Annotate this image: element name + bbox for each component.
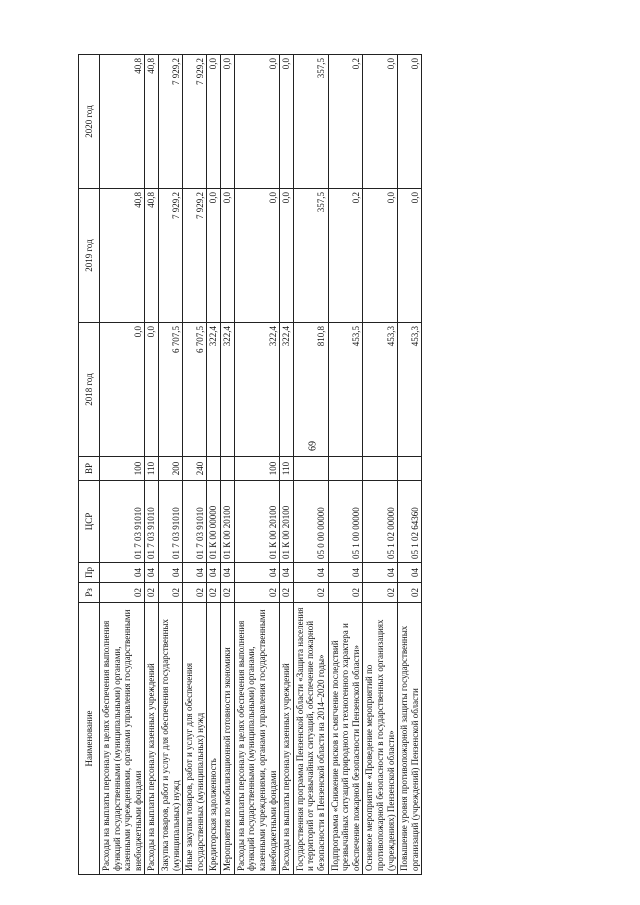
row-rz: 02 [221,583,235,603]
row-2018: 6 707,5 [159,323,183,457]
header-2019: 2019 год [79,189,100,323]
table-header-row [79,55,100,875]
row-2019: 0,0 [207,189,221,323]
row-2019: 7 929,2 [159,189,183,323]
row-rz: 02 [398,583,422,603]
row-pr: 04 [328,563,363,583]
row-pr: 04 [100,563,145,583]
table-row [234,55,279,875]
row-csr: 05 1 02 00000 [363,481,398,563]
row-2018: 453,5 [328,323,363,457]
row-2020: 0,2 [328,55,363,189]
row-csr: 01 7 03 91010 [159,481,183,563]
row-rz: 02 [293,583,328,603]
row-csr: 01 К 00 20100 [234,481,279,563]
row-vr: 240 [183,457,207,481]
row-rz: 02 [363,583,398,603]
row-2018: 453,3 [398,323,422,457]
row-rz: 02 [145,583,159,603]
row-rz: 02 [100,583,145,603]
row-vr: 100 [100,457,145,481]
row-vr [207,457,221,481]
row-2020: 0,0 [363,55,398,189]
row-2018: 810,8 [293,323,328,457]
row-pr: 04 [145,563,159,583]
row-name: Иные закупки товаров, работ и услуг для обеспечения государственных (муниципальных) нужд [183,603,207,875]
row-2020: 40,8 [145,55,159,189]
header-pr: Пр [79,563,100,583]
row-csr: 01 К 00 20100 [280,481,294,563]
table-row [145,55,159,875]
row-csr: 01 7 03 91010 [183,481,207,563]
row-csr: 05 0 00 00000 [293,481,328,563]
row-csr: 05 1 02 64360 [398,481,422,563]
row-2020: 0,0 [234,55,279,189]
page-number: 69 [307,441,319,451]
row-2019: 0,0 [234,189,279,323]
row-2020: 357,5 [293,55,328,189]
row-2020: 40,8 [100,55,145,189]
row-2018: 0,0 [100,323,145,457]
header-2018: 2018 год [79,323,100,457]
row-name: Расходы на выплаты персоналу казенных учреждений [280,603,294,875]
row-2020: 0,0 [398,55,422,189]
row-2019: 7 929,2 [183,189,207,323]
row-pr: 04 [207,563,221,583]
header-csr: ЦСР [79,481,100,563]
table-row [293,55,328,875]
row-rz: 02 [183,583,207,603]
row-2018: 322,4 [280,323,294,457]
row-2019: 0,0 [363,189,398,323]
row-name: Повышение уровня противопожарной защиты государственных организаций (учреждений) Пензенской области [398,603,422,875]
row-2019: 40,8 [145,189,159,323]
row-2018: 322,4 [207,323,221,457]
row-pr: 04 [363,563,398,583]
row-vr [398,457,422,481]
row-pr: 04 [159,563,183,583]
row-name: Закупка товаров, работ и услуг для обеспечения государственных (муниципальных) нужд [159,603,183,875]
row-name: Подпрограмма «Снижение рисков и смягчение последствий чрезвычайных ситуаций природного и техногенного характера и обеспечение пожарной безопасности Пензенской области» [328,603,363,875]
row-2020: 0,0 [221,55,235,189]
table-row [100,55,145,875]
table-row [363,55,398,875]
table-row [328,55,363,875]
row-2020: 7 929,2 [159,55,183,189]
row-pr: 04 [221,563,235,583]
row-csr: 01 7 03 91010 [100,481,145,563]
row-pr: 04 [293,563,328,583]
row-2018: 0,0 [145,323,159,457]
row-name: Расходы на выплаты персоналу в целях обеспечения выполнения функций государственными (муниципальными) органами, казенными учреждениями, органами управления государственными внебюджетными фондами [100,603,145,875]
row-csr: 01 7 03 91010 [145,481,159,563]
table-row [398,55,422,875]
table-row [159,55,183,875]
row-name: Основное мероприятие «Проведение мероприятий по противопожарной безопасности в государственных организациях (учреждениях) Пензенской области» [363,603,398,875]
row-2018: 453,3 [363,323,398,457]
budget-table-rotated [78,55,638,875]
row-2020: 7 929,2 [183,55,207,189]
header-name: Наименование [79,603,100,875]
row-name: Государственная программа Пензенской области «Защита населения и территорий от чрезвычайных ситуаций, обеспечение пожарной безопасности в Пензенской области на 2014–2020 годы» [293,603,328,875]
row-pr: 04 [398,563,422,583]
row-name: Кредиторская задолженность [207,603,221,875]
row-pr: 04 [280,563,294,583]
row-csr: 05 1 00 00000 [328,481,363,563]
row-vr: 100 [234,457,279,481]
row-rz: 02 [159,583,183,603]
row-pr: 04 [234,563,279,583]
row-vr [328,457,363,481]
row-rz: 02 [234,583,279,603]
row-csr: 01 К 00 20100 [221,481,235,563]
header-vr: ВР [79,457,100,481]
row-2020: 0,0 [280,55,294,189]
row-rz: 02 [280,583,294,603]
row-2019: 0,2 [328,189,363,323]
row-pr: 04 [183,563,207,583]
table-row [183,55,207,875]
row-vr: 110 [280,457,294,481]
row-2019: 0,0 [221,189,235,323]
header-2020: 2020 год [79,55,100,189]
row-rz: 02 [207,583,221,603]
row-vr [221,457,235,481]
row-name: Расходы на выплаты персоналу в целях обеспечения выполнения функций государственными (муниципальными) органами, казенными учреждениями, органами управления государственными внебюджетными фондами [234,603,279,875]
row-vr [293,457,328,481]
row-2020: 0,0 [207,55,221,189]
row-2018: 322,4 [234,323,279,457]
table-row [221,55,235,875]
row-2018: 6 707,5 [183,323,207,457]
row-vr: 200 [159,457,183,481]
row-rz: 02 [328,583,363,603]
row-2018: 322,4 [221,323,235,457]
row-2019: 357,5 [293,189,328,323]
row-2019: 40,8 [100,189,145,323]
header-rz: Рз [79,583,100,603]
budget-table [78,54,422,875]
row-name: Расходы на выплаты персоналу казенных учреждений [145,603,159,875]
row-2019: 0,0 [398,189,422,323]
table-row [280,55,294,875]
row-csr: 01 К 00 00000 [207,481,221,563]
table-row [207,55,221,875]
row-vr: 110 [145,457,159,481]
row-2019: 0,0 [280,189,294,323]
row-name: Мероприятия по мобилизационной готовности экономики [221,603,235,875]
row-vr [363,457,398,481]
